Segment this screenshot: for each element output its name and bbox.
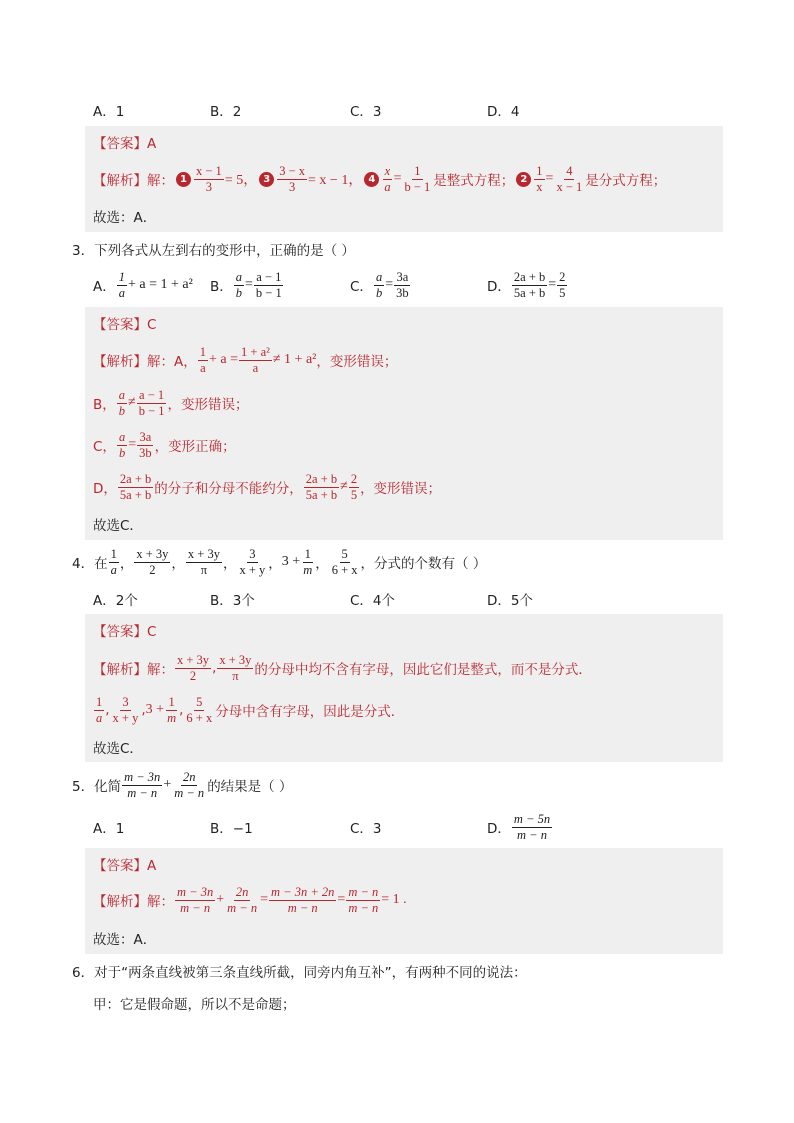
analysis-line: 【解析】解：A， $\frac{1}{a}$ + a = $\frac{\text{1 + a²}}{a}$ ≠ 1 + a² ，变形错误； <box>93 345 398 375</box>
question-stem: 4．在 $\frac{1}{a}$ ， $\frac{x + 3y}{2}$ ， $\frac{x + 3y}{\pi}$ ， $\frac{3}{x + y}$ ， 3 + $\frac{1}{m}$ ， $\frac{5}{6 + x}$ ，分式的个数有（ ） <box>72 547 487 577</box>
statement-line: 甲：它是假命题，所以不是命题； <box>93 997 296 1013</box>
option-c: C．3 <box>350 821 382 837</box>
choose-line: 故选：A． <box>93 210 157 226</box>
option-b: B．2 <box>210 104 242 120</box>
option-d: D．5个 <box>487 593 533 609</box>
circled-number: 3 <box>259 172 274 187</box>
option-a: A． $\frac{1}{a}$ + a = 1 + a² <box>93 270 193 300</box>
option-c: C．3 <box>350 104 382 120</box>
choose-line: 故选C． <box>93 518 143 534</box>
answer-tag: 【答案】A <box>93 136 157 152</box>
option-c: C．4个 <box>350 593 396 609</box>
answer-box-q4 <box>85 614 723 762</box>
analysis-line: 【解析】解： 1 $\frac{x - 1}{3}$ = 5， 3 $\frac{3 - x}{3}$ = x − 1， 4 $\frac{x}{a}$ = $\frac{1}{b - 1}$ 是整式方程； 2 $\frac{1}{x}$ = $\frac{4}{x - 1}$ 是分式方程； <box>93 164 667 194</box>
analysis-line: $\frac{1}{a}$ , $\frac{3}{x + y}$ , 3 + $\frac{1}{m}$ , $\frac{5}{6 + x}$ 分母中含有字母，因此是分式． <box>96 695 405 725</box>
analysis-line: C， $\frac{a}{b}$ = $\frac{3a}{3b}$ ，变形正确； <box>93 430 236 460</box>
answer-tag: 【答案】C <box>93 317 157 333</box>
option-d: D． $\frac{2a + b}{5a + b}$ = $\frac{2}{5}$ <box>487 270 566 300</box>
answer-tag: 【答案】A <box>93 858 157 874</box>
analysis-line: 【解析】解： $\frac{m - 3n}{m - n}$ + $\frac{2n}{m - n}$ = $\frac{m - 3n + 2n}{m - n}$ = $\frac{m - n}{m - n}$ = 1 . <box>93 885 407 915</box>
question-stem: 3．下列各式从左到右的变形中，正确的是（ ） <box>72 243 355 259</box>
option-a: A．1 <box>93 821 125 837</box>
option-b: B．3个 <box>210 593 255 609</box>
option-d: D． $\frac{m - 5n}{m - n}$ <box>487 812 551 842</box>
analysis-line: B， $\frac{a}{b}$ ≠ $\frac{a - 1}{b - 1}$ ，变形错误； <box>93 388 249 418</box>
choose-line: 故选C． <box>93 741 143 757</box>
option-b: B． $\frac{a}{b}$ = $\frac{a - 1}{b - 1}$ <box>210 270 282 300</box>
analysis-tag: 【解析】解：A， <box>93 354 197 370</box>
analysis-tag: 【解析】解： <box>93 894 174 910</box>
circled-number: 4 <box>364 172 379 187</box>
analysis-tag: 【解析】解： <box>93 662 174 678</box>
question-stem: 6．对于“两条直线被第三条直线所截，同旁内角互补”，有两种不同的说法： <box>72 965 527 981</box>
option-a: A．1 <box>93 104 125 120</box>
answer-tag: 【答案】C <box>93 624 157 640</box>
choose-line: 故选：A． <box>93 932 157 948</box>
question-stem: 5．化简 $\frac{m - 3n}{m - n}$ + $\frac{2n}{m - n}$ 的结果是（ ） <box>72 770 293 800</box>
option-a: A．2个 <box>93 593 138 609</box>
circled-number: 2 <box>516 172 531 187</box>
analysis-line: D， $\frac{2a + b}{5a + b}$ 的分子和分母不能约分， $\frac{2a + b}{5a + b}$ ≠ $\frac{2}{5}$ ，变形错误； <box>93 472 442 502</box>
option-b: B．−1 <box>210 821 253 837</box>
option-d: D．4 <box>487 104 520 120</box>
option-c: C． $\frac{a}{b}$ = $\frac{3a}{3b}$ <box>350 270 409 300</box>
analysis-tag: 【解析】解： <box>93 173 174 189</box>
analysis-line: 【解析】解： $\frac{x + 3y}{2}$ , $\frac{x + 3y}{\pi}$ 的分母中均不含有字母，因此它们是整式，而不是分式． <box>93 653 592 683</box>
circled-number: 1 <box>176 172 191 187</box>
